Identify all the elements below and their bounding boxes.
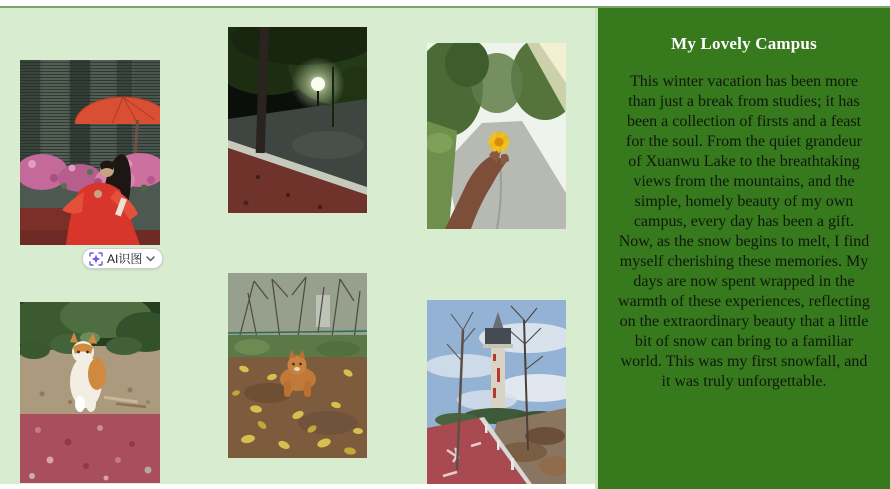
chevron-down-icon[interactable] bbox=[146, 256, 155, 262]
photo-yellow-flower-hand bbox=[427, 43, 566, 229]
ai-button-label: AI识图 bbox=[107, 251, 143, 266]
photo-red-dress-girl-image bbox=[20, 60, 160, 245]
photo-night-street bbox=[228, 27, 367, 213]
photo-campus-tower-image bbox=[427, 300, 566, 484]
photo-campus-tower bbox=[427, 300, 566, 484]
photo-cat-on-leaves bbox=[228, 273, 367, 458]
panel-title: My Lovely Campus bbox=[671, 34, 817, 53]
photo-night-street-image bbox=[228, 27, 367, 213]
campus-essay-panel bbox=[595, 8, 890, 489]
photo-cat-on-leaves-image bbox=[228, 273, 367, 458]
photo-red-dress-girl bbox=[20, 60, 160, 245]
photo-yellow-flower-hand-image bbox=[427, 43, 566, 229]
scan-sparkle-icon bbox=[89, 252, 103, 266]
ai-image-recognize-button[interactable] bbox=[82, 248, 163, 269]
photo-cat-under-bush-image bbox=[20, 302, 160, 483]
photo-cat-under-bush bbox=[20, 302, 160, 483]
panel-body-text: This winter vacation has been more than just a break from studies; it has been a collection of firsts and a feast for the soul. From the quiet grandeur of Xuanwu Lake to the breathtaking views from the mountains, and the simple, homely beauty of my own campus, every day has been a gift. Now, as the snow begins to melt, I find myself cherishing these memories. My days are now spent wrapped in the warmth of these experiences, reflecting on the extraordinary beauty that a little bit of snow can bring to a familiar world. This was my first snowfall, and it was truly unforgettable. bbox=[618, 73, 870, 390]
